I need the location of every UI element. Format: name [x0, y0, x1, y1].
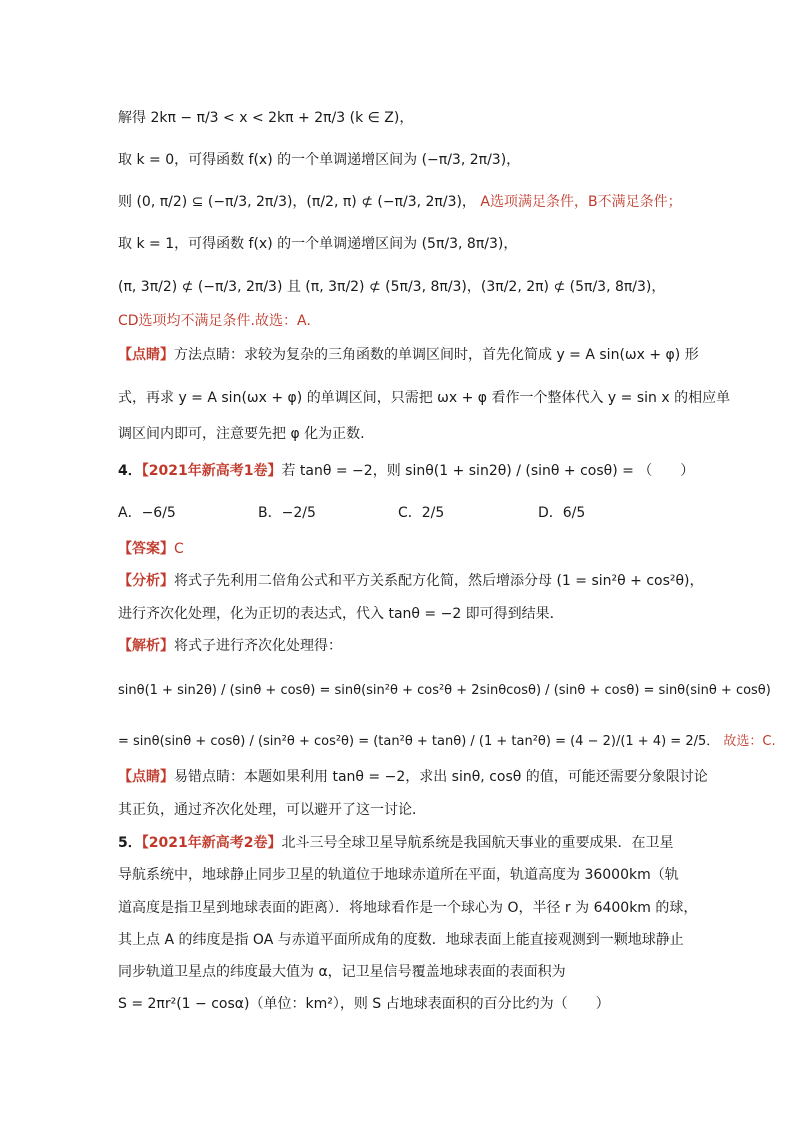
tip2-line1: 【点睛】易错点睛：本题如果利用 tanθ = −2，求出 sinθ, cosθ 的值，可能还需要分象限讨论: [118, 769, 708, 785]
q5-line5: 同步轨道卫星点的纬度最大值为 α，记卫星信号覆盖地球表面的表面积为: [118, 964, 566, 980]
subset-check-line: 则 (0, π/2) ⊆ (−π/3, 2π/3)，(π/2, π) ⊄ (−π/3, 2π/3)， A选项满足条件，B不满足条件；: [118, 194, 682, 210]
answer-tag: 【答案】: [118, 541, 174, 557]
solution-tag: 【解析】: [118, 638, 174, 654]
q4-stem: 4．【2021年新高考1卷】若 tanθ = −2，则 sinθ(1 + sin2θ) / (sinθ + cosθ) = （ ）: [118, 463, 695, 479]
tip1-line3: 调区间内即可，注意要先把 φ 化为正数.: [118, 426, 365, 442]
tip-tag: 【点睛】: [118, 347, 174, 363]
solution-equation-2: = sinθ(sinθ + cosθ) / (sin²θ + cos²θ) = (tan²θ + tanθ) / (1 + tan²θ) = (4 − 2)/(1 + 4) = 2/5． 故选：C.: [118, 734, 776, 749]
question-number: 5．: [118, 835, 142, 851]
solution-intro: 【解析】将式子进行齐次化处理得：: [118, 638, 342, 654]
source-tag: 【2021年新高考1卷】: [141, 463, 282, 479]
cd-conclusion-line: CD选项均不满足条件.故选：A.: [118, 313, 311, 329]
answer-line: [118, 538, 184, 560]
k0-interval-line: 取 k = 0，可得函数 f(x) 的一个单调递增区间为 (−π/3, 2π/3)，: [118, 152, 521, 168]
analysis-line2: 进行齐次化处理，化为正切的表达式，代入 tanθ = −2 即可得到结果．: [118, 606, 564, 622]
choose-c: 故选：C.: [723, 734, 776, 749]
q5-line3: 道高度是指卫星到地球表面的距离）．将地球看作是一个球心为 O，半径 r 为 6400km 的球，: [118, 900, 698, 916]
source-tag: 【2021年新高考2卷】: [141, 835, 282, 851]
analysis-line1: 【分析】将式子先利用二倍角公式和平方关系配方化简，然后增添分母 (1 = sin²θ + cos²θ)，: [118, 573, 704, 589]
ab-conclusion: A选项满足条件，B不满足条件；: [480, 194, 682, 210]
solution-inequality-line: 解得 2kπ − π/3 < x < 2kπ + 2π/3 (k ∈ Z)，: [118, 110, 414, 126]
option-d: D．6/5: [538, 505, 586, 521]
question-number: 4．: [118, 463, 142, 479]
q5-line2: 导航系统中，地球静止同步卫星的轨道位于地球赤道所在平面，轨道高度为 36000km（轨: [118, 867, 679, 883]
intervals-compare-line: (π, 3π/2) ⊄ (−π/3, 2π/3) 且 (π, 3π/2) ⊄ (5π/3, 8π/3)，(3π/2, 2π) ⊄ (5π/3, 8π/3)，: [118, 279, 666, 295]
k1-interval-line: 取 k = 1，可得函数 f(x) 的一个单调递增区间为 (5π/3, 8π/3)，: [118, 236, 518, 252]
option-a: A．−6/5: [118, 505, 176, 521]
tip2-line2: 其正负，通过齐次化处理，可以避开了这一讨论．: [118, 802, 426, 818]
option-c: C．2/5: [398, 505, 445, 521]
q5-line1: 5．【2021年新高考2卷】北斗三号全球卫星导航系统是我国航天事业的重要成果．在卫星: [118, 835, 674, 851]
tip-tag: 【点睛】: [118, 769, 174, 785]
tip1-line1: 【点睛】方法点睛：求较为复杂的三角函数的单调区间时，首先化简成 y = A sin(ωx + φ) 形: [118, 347, 699, 363]
analysis-tag: 【分析】: [118, 573, 174, 589]
solution-equation-1: sinθ(1 + sin2θ) / (sinθ + cosθ) = sinθ(sin²θ + cos²θ + 2sinθcosθ) / (sinθ + cosθ) = sinθ(sinθ + cosθ): [118, 683, 771, 698]
q5-line6: S = 2πr²(1 − cosα)（单位：km²），则 S 占地球表面积的百分比约为（ ）: [118, 996, 610, 1012]
option-b: B．−2/5: [258, 505, 316, 521]
q5-line4: 其上点 A 的纬度是指 OA 与赤道平面所成角的度数．地球表面上能直接观测到一颗地球静止: [118, 932, 684, 948]
tip1-line2: 式，再求 y = A sin(ωx + φ) 的单调区间，只需把 ωx + φ 看作一个整体代入 y = sin x 的相应单: [118, 390, 731, 406]
q4-options: [118, 502, 678, 524]
answer-value: C: [174, 541, 184, 557]
